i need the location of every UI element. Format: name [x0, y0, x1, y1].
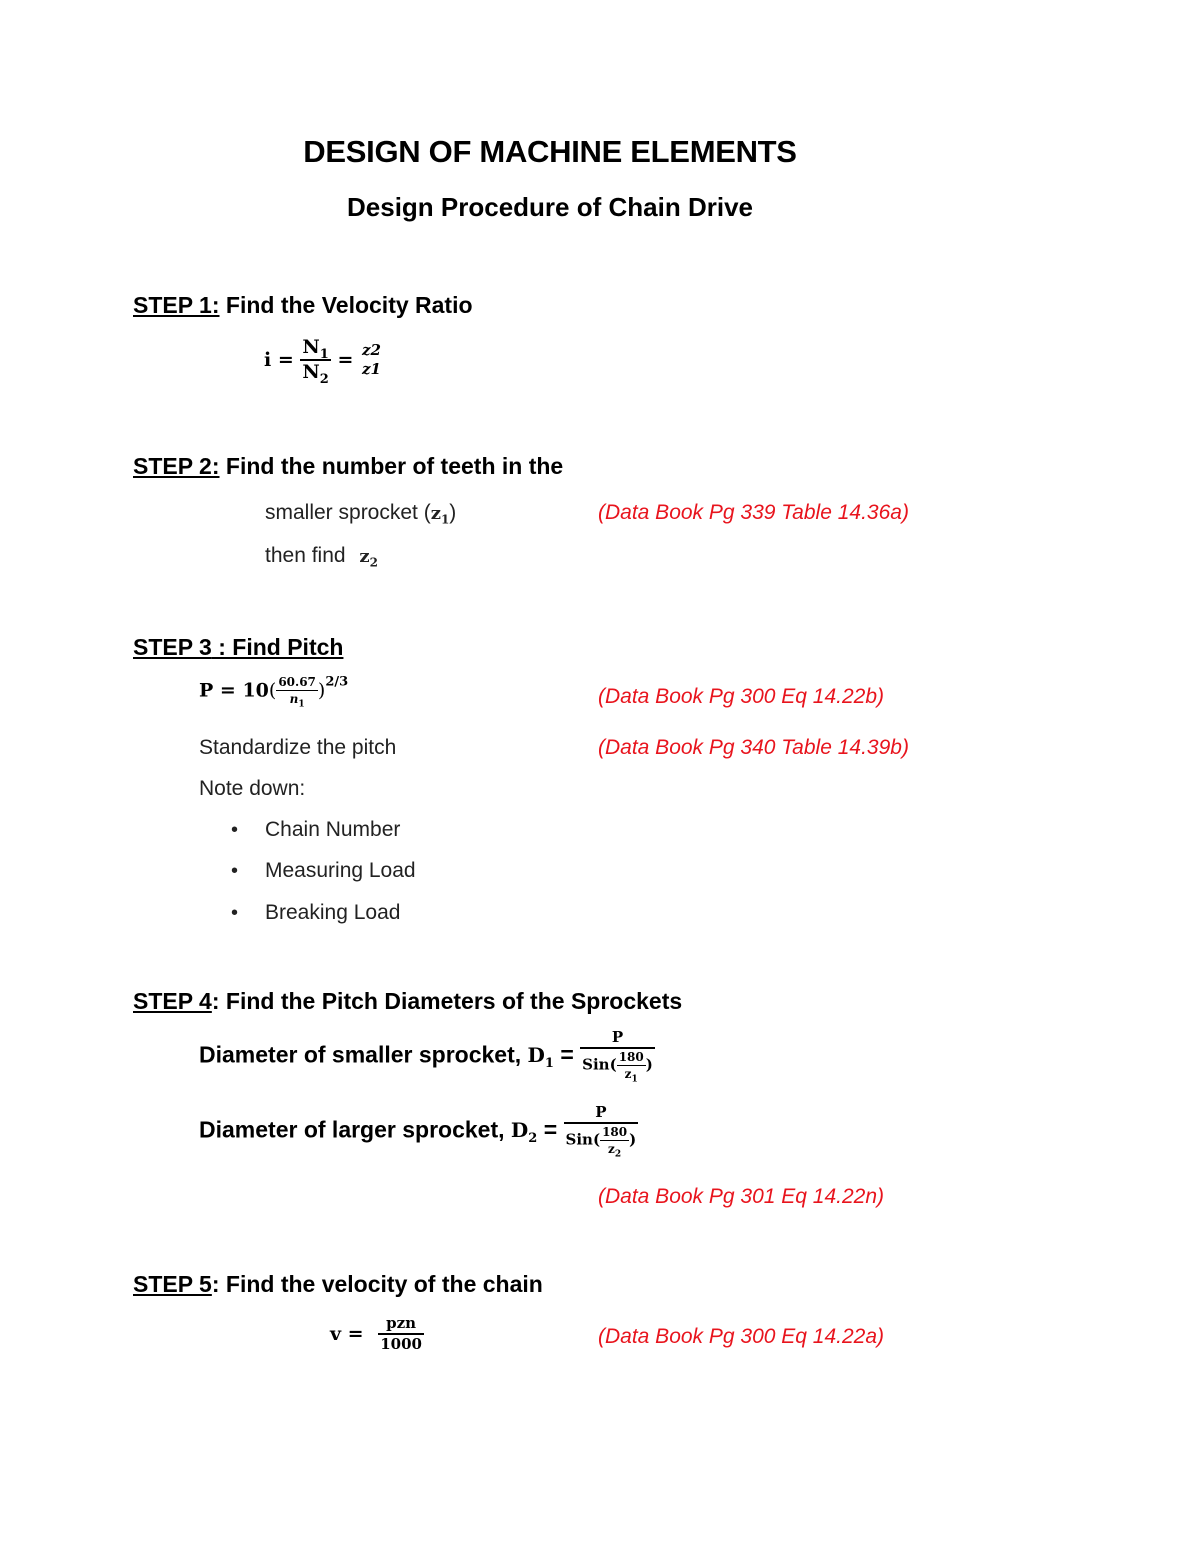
step-4-title: : Find the Pitch Diameters of the Sprockets [211, 988, 683, 1014]
velocity-equation [330, 1316, 424, 1352]
step-3-heading [133, 634, 343, 661]
ref-table-14-36a: (Data Book Pg 339 Table 14.36a) [598, 501, 909, 524]
n1-sub: 1 [319, 346, 329, 362]
ref-eq-14-22b: (Data Book Pg 300 Eq 14.22b) [598, 685, 885, 708]
velocity-numerator: pzn [386, 1314, 417, 1332]
standardize-text: Standardize the pitch [199, 736, 397, 759]
step-5-title: : Find the velocity of the chain [211, 1271, 543, 1297]
n2-symbol: N [302, 361, 320, 383]
d2-equals: = [543, 1116, 558, 1143]
paren-open: ( [268, 679, 277, 702]
pitch-numerator: 60.67 [278, 675, 316, 689]
step-1-heading [133, 292, 473, 319]
step-3-label: STEP 3 [133, 634, 212, 660]
bullet-chain-number [231, 818, 400, 842]
pitch-exponent: 2/3 [325, 674, 349, 690]
velocity-fraction [378, 1316, 424, 1352]
d2-var: $D_2$ [510, 1118, 538, 1146]
step-4-label: STEP 4 [133, 988, 212, 1014]
z1-var: $z_1$ [430, 503, 450, 527]
velocity-ratio-equation [264, 336, 383, 387]
pitch-equation [199, 674, 349, 710]
n-ratio-fraction [300, 336, 330, 387]
velocity-denominator: 1000 [380, 1335, 422, 1353]
pitch-fraction [276, 675, 318, 710]
bullet-measuring-load [231, 859, 416, 883]
d2-denominator: Sin( $\frac{180}{z_2}$ ) [564, 1122, 639, 1155]
bullet-text: Measuring Load [265, 859, 416, 882]
step-2-title: Find the number of teeth in the [219, 453, 564, 479]
step-4-heading [133, 988, 682, 1015]
step-1-label: STEP 1: [133, 292, 220, 318]
bullet-breaking-load [231, 901, 400, 925]
n1-symbol: N [302, 336, 320, 358]
step-3-title: : Find Pitch [211, 634, 344, 660]
n2-sub: 2 [319, 371, 329, 387]
document-subtitle: Design Procedure of Chain Drive [347, 192, 753, 222]
pitch-lhs: P = [199, 679, 236, 702]
eq-lhs: i = [264, 349, 294, 371]
bullet-dot: • [231, 860, 239, 882]
d1-equals: = [560, 1041, 574, 1068]
d1-var: $D_1$ [527, 1043, 554, 1071]
z2-var: $z_2$ [359, 546, 379, 570]
ref-table-14-39b: (Data Book Pg 340 Table 14.39b) [598, 736, 909, 759]
paren-close: ) [449, 501, 457, 524]
eq-mid: = [337, 349, 354, 371]
d2-label: Diameter of larger sprocket, [199, 1116, 505, 1143]
d2-numerator: P [595, 1103, 607, 1121]
z1-symbol: z [361, 360, 371, 378]
then-find-line [265, 544, 378, 568]
z2-symbol: z [361, 341, 371, 359]
bullet-text: Breaking Load [265, 901, 401, 924]
d2-fraction [564, 1103, 639, 1160]
step-2-heading [133, 453, 563, 480]
paren-close: ) [317, 679, 326, 702]
d1-fraction [580, 1028, 655, 1085]
z-ratio-fraction [360, 343, 383, 377]
then-find-text: then find [265, 544, 346, 567]
document-title: DESIGN OF MACHINE ELEMENTS [303, 134, 797, 169]
step-5-heading [133, 1271, 543, 1298]
step-2-label: STEP 2: [133, 453, 220, 479]
step-5-label: STEP 5 [133, 1271, 212, 1297]
note-down-text: Note down: [199, 777, 306, 800]
pitch-denominator: $n_1$ [276, 690, 318, 705]
step-1-title: Find the Velocity Ratio [219, 292, 473, 318]
bullet-dot: • [231, 902, 239, 924]
d1-denominator: Sin( $\frac{180}{z_1}$ ) [580, 1047, 655, 1080]
bullet-dot: • [231, 819, 239, 841]
pitch-coefficient: 10 [242, 679, 269, 702]
ref-eq-14-22n: (Data Book Pg 301 Eq 14.22n) [598, 1185, 885, 1208]
smaller-sprocket-text: smaller sprocket ( [265, 501, 431, 524]
ref-eq-14-22a: (Data Book Pg 300 Eq 14.22a) [598, 1325, 885, 1348]
d1-label: Diameter of smaller sprocket, [199, 1041, 522, 1068]
bullet-text: Chain Number [265, 818, 401, 841]
z2-sub: 2 [370, 341, 381, 359]
d1-numerator: P [611, 1028, 624, 1046]
velocity-lhs: v = [330, 1323, 364, 1345]
d2-equation [199, 1103, 638, 1160]
d1-equation [199, 1028, 655, 1085]
z1-sub: 1 [370, 360, 381, 378]
smaller-sprocket-line [265, 501, 456, 525]
